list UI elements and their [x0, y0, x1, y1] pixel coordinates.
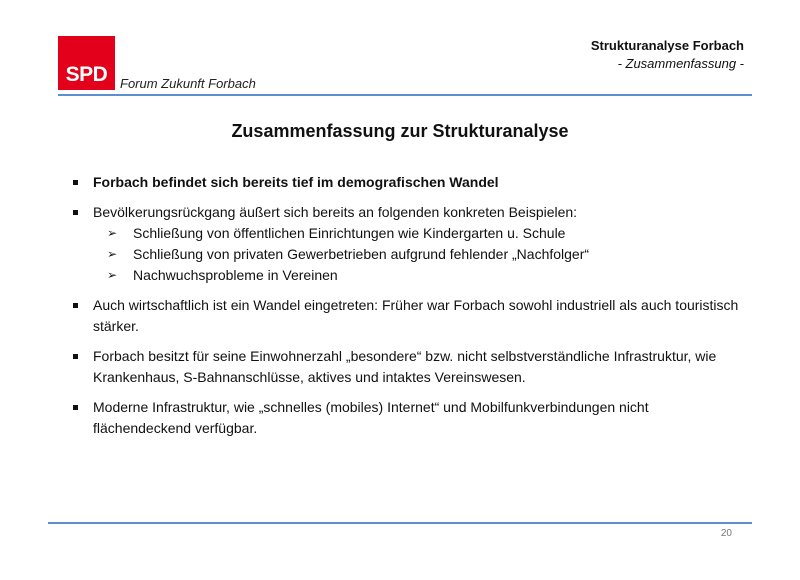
sub-bullet-item — [93, 223, 750, 244]
page-number: 20 — [720, 528, 732, 539]
org-name: Forum Zukunft Forbach — [120, 76, 256, 91]
sub-bullet-item — [93, 265, 750, 286]
sub-bullet-text: Schließung von öffentlichen Einrichtungen wie Kindergarten u. Schule — [133, 225, 566, 241]
sub-bullet-list — [93, 223, 750, 286]
header-title: Strukturanalyse Forbach — [590, 38, 744, 53]
arrow-bullet-icon: ➢ — [107, 268, 118, 282]
slide-heading: Zusammenfassung zur Strukturanalyse — [231, 121, 569, 141]
bullet-item: Moderne Infrastruktur, wie „schnelles (mobiles) Internet“ und Mobilfunkverbindungen nicht flächendeckend verfügbar. — [70, 397, 750, 439]
arrow-bullet-icon: ➢ — [107, 226, 118, 240]
header-subtitle: - Zusammenfassung - — [617, 56, 744, 71]
bullet-item: Forbach besitzt für seine Einwohnerzahl „besondere“ bzw. nicht selbstverständliche Infrastruktur, wie Krankenhaus, S-Bahnanschlüsse, aktives und intaktes Vereinswesen. — [70, 346, 750, 388]
sub-bullet-item — [93, 244, 750, 265]
bullet-item: Forbach befindet sich bereits tief im demografischen Wandel — [70, 172, 750, 193]
footer-divider — [48, 522, 752, 524]
logo-text: SPD — [65, 63, 108, 86]
arrow-bullet-icon: ➢ — [107, 247, 118, 261]
bullet-item-with-subs — [70, 202, 750, 286]
sub-bullet-text: Nachwuchsprobleme in Vereinen — [133, 267, 338, 283]
sub-bullet-text: Schließung von privaten Gewerbetrieben aufgrund fehlender „Nachfolger“ — [133, 246, 590, 262]
bullet-item: Auch wirtschaftlich ist ein Wandel eingetreten: Früher war Forbach sowohl industriell als auch touristisch stärker. — [70, 295, 750, 337]
spd-logo — [58, 36, 115, 90]
slide-content — [70, 172, 750, 448]
header-divider — [58, 94, 752, 96]
bullet-text: Bevölkerungsrückgang äußert sich bereits an folgenden konkreten Beispielen: — [93, 204, 578, 220]
